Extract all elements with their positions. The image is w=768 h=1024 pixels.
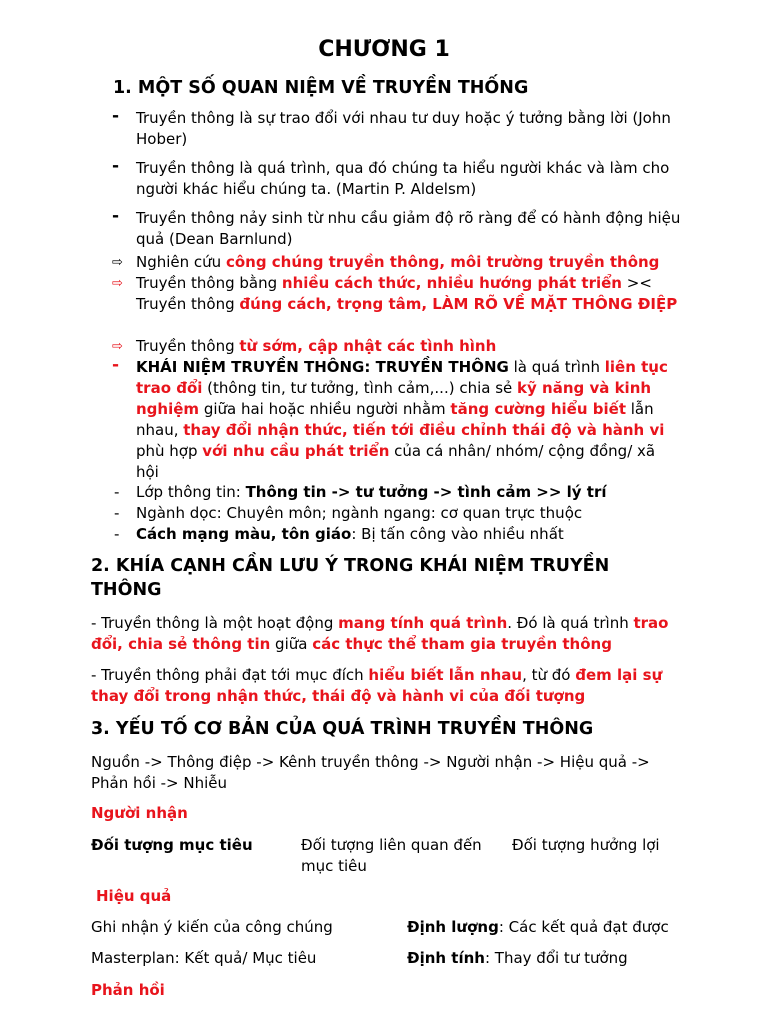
list-item: Truyền thông từ sớm, cập nhật các tình hình [136,337,497,355]
effect-left-1: Ghi nhận ý kiến của công chúng [91,918,333,936]
list-item: Cách mạng màu, tôn giáo: Bị tấn công vào nhiều nhất [136,525,564,543]
arrow-bullet-icon: ⇨ [112,276,123,291]
list-item: Ngành dọc: Chuyên môn; ngành ngang: cơ quan trực thuộc [136,504,583,522]
list-item: Nghiên cứu công chúng truyền thông, môi trường truyền thông [136,253,660,271]
receiver-target: Đối tượng mục tiêu [91,836,253,854]
page-title: CHƯƠNG 1 [318,37,450,62]
process-flow: Nguồn -> Thông điệp -> Kênh truyền thông -> Người nhận -> Hiệu quả -> Phản hồi -> Nhiễu [91,753,650,792]
list-item: Truyền thông nảy sinh từ nhu cầu giảm độ rõ ràng để có hành động hiệu quả (Dean Barnlund) [136,209,681,248]
list-item: Truyền thông là sự trao đổi với nhau tư duy hoặc ý tưởng bằng lời (John Hober) [136,109,671,148]
arrow-bullet-icon: ⇨ [112,339,123,354]
dash-bullet-icon: - [114,483,120,501]
effect-left-2: Masterplan: Kết quả/ Mục tiêu [91,949,317,967]
receiver-beneficiary: Đối tượng hưởng lợi [512,836,660,854]
section-3-heading: 3. YẾU TỐ CƠ BẢN CỦA QUÁ TRÌNH TRUYỀN THÔNG [91,719,594,739]
subheading-phan-hoi: Phản hồi [91,981,165,999]
effect-right-2: Định tính: Thay đổi tư tưởng [407,949,628,967]
subheading-hieu-qua: Hiệu quả [96,887,172,905]
subheading-nguoi-nhan: Người nhận [91,804,188,822]
arrow-bullet-icon: ⇨ [112,255,123,270]
dash-bullet-icon: - [112,355,120,375]
section-1-heading: 1. MỘT SỐ QUAN NIỆM VỀ TRUYỀN THỐNG [113,78,529,98]
list-item: Lớp thông tin: Thông tin -> tư tưởng -> tình cảm >> lý trí [136,483,607,501]
list-item: Truyền thông bằng nhiều cách thức, nhiều hướng phát triển >< Truyền thông đúng cách, trọng tâm, LÀM RÕ VỀ MẶT THÔNG ĐIỆP [136,274,678,313]
dash-bullet-icon: - [114,504,120,522]
dash-bullet-icon: - [112,106,120,126]
paragraph: - Truyền thông là một hoạt động mang tính quá trình. Đó là quá trình trao đổi, chia sẻ thông tin giữa các thực thể tham gia truyền thông [91,614,669,653]
dash-bullet-icon: - [112,156,120,176]
effect-right-1: Định lượng: Các kết quả đạt được [407,918,669,936]
list-item: Truyền thông là quá trình, qua đó chúng ta hiểu người khác và làm cho người khác hiểu chúng ta. (Martin P. Aldelsm) [136,159,670,198]
section-2-heading: 2. KHÍA CẠNH CẦN LƯU Ý TRONG KHÁI NIỆM TRUYỀN THÔNG [91,556,610,600]
dash-bullet-icon: - [112,206,120,226]
dash-bullet-icon: - [114,525,120,543]
concept-definition: KHÁI NIỆM TRUYỀN THÔNG: TRUYỀN THÔNG là quá trình liên tục trao đổi (thông tin, tư tưởng, tình cảm,...) chia sẻ kỹ năng và kinh nghiệm giữa hai hoặc nhiều người nhằm tăng cường hiểu biết lẫn nhau, thay đổi nhận thức, tiến tới điều chỉnh thái độ và hành vi phù hợp với nhu cầu phát triển của cá nhân/ nhóm/ cộng đồng/ xã hội [136,358,668,481]
receiver-related: Đối tượng liên quan đến mục tiêu [301,836,482,875]
paragraph: - Truyền thông phải đạt tới mục đích hiểu biết lẫn nhau, từ đó đem lại sự thay đổi trong nhận thức, thái độ và hành vi của đối tượng [91,666,663,705]
